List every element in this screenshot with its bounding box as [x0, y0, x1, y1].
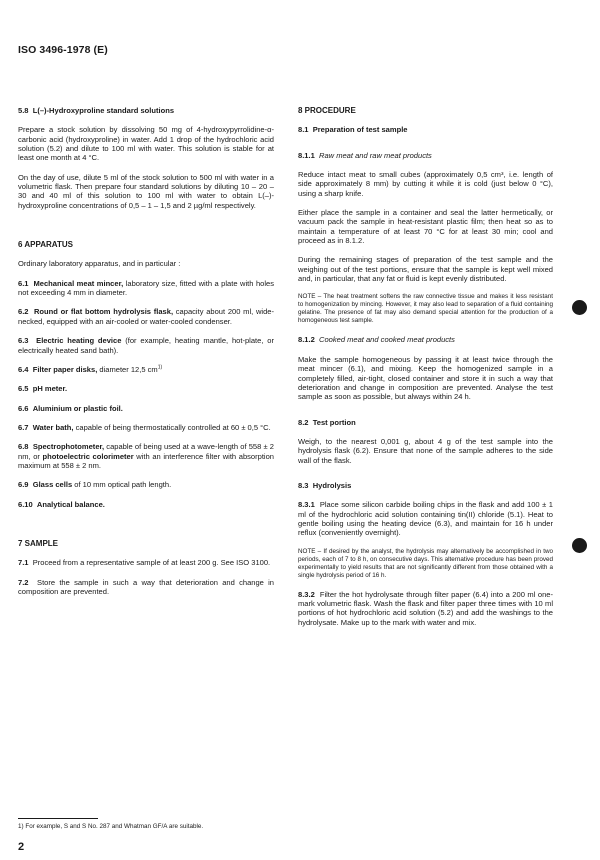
- note-hydrolysis: NOTE – If desired by the analyst, the hydrolysis may alternatively be accomplished in two periods, each of 7 to 8 h, on consecutive days. This alternative procedure has been proved experimentally to yield results that are not significantly different from those obtained with a single hydrolysis period of 16 h.: [298, 547, 553, 579]
- item-6-6: 6.6 Aluminium or plastic foil.: [18, 403, 123, 413]
- item-6-9: 6.9 Glass cells of 10 mm optical path length.: [18, 480, 172, 490]
- page-number: 2: [18, 841, 25, 853]
- section-6-intro: Ordinary laboratory apparatus, and in particular :: [18, 259, 181, 269]
- section-8-3-2-paragraph: 8.3.2 Filter the hot hydrolysate through filter paper (6.4) into a 200 ml one-mark volumetric flask. Wash the flask and filter paper three times with 10 ml portions of hot hydrochloric acid solution (5.2) and add the washings to the hydrolysate. Make up to the mark with water and mix.: [298, 589, 553, 627]
- section-8-1-1-paragraph-2: Either place the sample in a container and seal the latter hermetically, or vacuum pack the sample in heat-resistant plastic film; then heat so as to maintain a temperature of at least 70 °C for at least 30 min; cool and proceed as in 8.1.2.: [298, 208, 553, 246]
- item-6-5: 6.5 pH meter.: [18, 384, 68, 394]
- section-7-2: 7.2 Store the sample in such a way that deterioration and change in composition are prevented.: [18, 577, 274, 596]
- section-8-2-paragraph: Weigh, to the nearest 0,001 g, about 4 g of the test sample into the hydrolysis flask (6.2). Ensure that none of the sample adheres to the side wall of the flask.: [298, 436, 553, 465]
- section-8-1-2-heading: 8.1.2 Cooked meat and cooked meat products: [298, 335, 455, 345]
- footnote: 1) For example, S and S No. 287 and Whatman GF/A are suitable.: [18, 823, 204, 830]
- section-8-3-1-paragraph: 8.3.1 Place some silicon carbide boiling chips in the flask and add 100 ± 1 ml of the hydrochloric acid solution containing tin(II) chloride (5.1). Heat to gentle boiling using the heating device (6.3), and maintain for 16 h under reflux (conveniently overnight).: [298, 500, 553, 538]
- item-6-10: 6.10 Analytical balance.: [18, 499, 105, 509]
- section-8-1-heading: 8.1 Preparation of test sample: [298, 125, 408, 135]
- item-6-7: 6.7 Water bath, capable of being thermostatically controlled at 60 ± 0,5 °C.: [18, 422, 271, 432]
- section-8-1-1-heading: 8.1.1 Raw meat and raw meat products: [298, 150, 432, 160]
- section-5-8-paragraph-2: On the day of use, dilute 5 ml of the stock solution to 500 ml with water in a volumetric flask. Then prepare four standard solutions by diluting 10 – 20 – 30 and 40 ml of this solution to 100 ml with water to obtain L(–)-hydroxyproline concentrations of 0,5 – 1 – 1,5 and 2 µg/ml respectively.: [18, 172, 274, 210]
- footnote-rule: [18, 818, 98, 819]
- section-8-1-2-paragraph: Make the sample homogeneous by passing it at least twice through the meat mincer (6.1), and mixing. Keep the homogenized sample in a completely filled, air-tight, closed container and store it in such a way that deterioration and change in composition are prevented. Analyse the test sample as soon as possible, but always within 24 h.: [298, 354, 553, 402]
- section-8-heading: 8 PROCEDURE: [298, 106, 356, 115]
- item-6-3: 6.3 Electric heating device (for example, heating mantle, hot-plate, or electrically heated sand bath).: [18, 336, 274, 355]
- section-8-1-1-paragraph-3: During the remaining stages of preparation of the test sample and the weighing out of the test portions, ensure that the sample is kept well mixed and, in particular, that any fat or fluid is kept evenly distributed.: [298, 255, 553, 284]
- note-heat-treatment: NOTE – The heat treatment softens the raw connective tissue and makes it less resistant to homogenization by mincing. However, it may also lead to separation of a fluid containing gelatine. The presence of fat may also demand special attention for the production of a homogeneous test sample.: [298, 293, 553, 325]
- section-8-1-1-paragraph-1: Reduce intact meat to small cubes (approximately 0,5 cm³, i.e. length of side approximately 8 mm) by cutting it while it is cold (just below 0 °C), using a sharp knife.: [298, 170, 553, 198]
- document-header: ISO 3496-1978 (E): [18, 44, 108, 56]
- binding-hole-mark: [572, 538, 587, 553]
- binding-hole-mark: [572, 300, 587, 315]
- item-6-4: 6.4 Filter paper disks, diameter 12,5 $cm^{1)}$: [18, 364, 163, 374]
- section-6-heading: 6 APPARATUS: [18, 240, 73, 250]
- item-6-2: 6.2 Round or flat bottom hydrolysis flask, capacity about 200 ml, wide-necked, equipped with an air-cooled or water-cooled condenser.: [18, 307, 274, 326]
- item-6-1: 6.1 Mechanical meat mincer, laboratory size, fitted with a plate with holes not exceeding 4 mm in diameter.: [18, 278, 274, 298]
- section-5-8-heading: 5.8 L(–)-Hydroxyproline standard solutions: [18, 106, 175, 115]
- left-column: [18, 106, 274, 606]
- item-6-8: 6.8 Spectrophotometer, capable of being used at a wave-length of 558 ± 2 nm, or photoelectric colorimeter with an interference filter with absorption maximum at 558 ± 2 nm.: [18, 442, 274, 470]
- section-7-heading: 7 SAMPLE: [18, 538, 59, 548]
- section-5-8-paragraph-1: Prepare a stock solution by dissolving 50 mg of 4-hydroxypyrrolidine-α-carbonic acid (hydroxyproline) in water. Add 1 drop of the hydrochloric acid solution (5.2) and dilute to 100 ml with water. This solution is stable for at least one month at 4 °C.: [18, 125, 274, 163]
- section-8-3-heading: 8.3 Hydrolysis: [298, 480, 352, 490]
- right-column: [298, 106, 553, 637]
- section-8-2-heading: 8.2 Test portion: [298, 417, 356, 427]
- footnote-ref: 1): [157, 364, 163, 371]
- section-7-1: 7.1 Proceed from a representative sample of at least 200 g. See ISO 3100.: [18, 558, 271, 568]
